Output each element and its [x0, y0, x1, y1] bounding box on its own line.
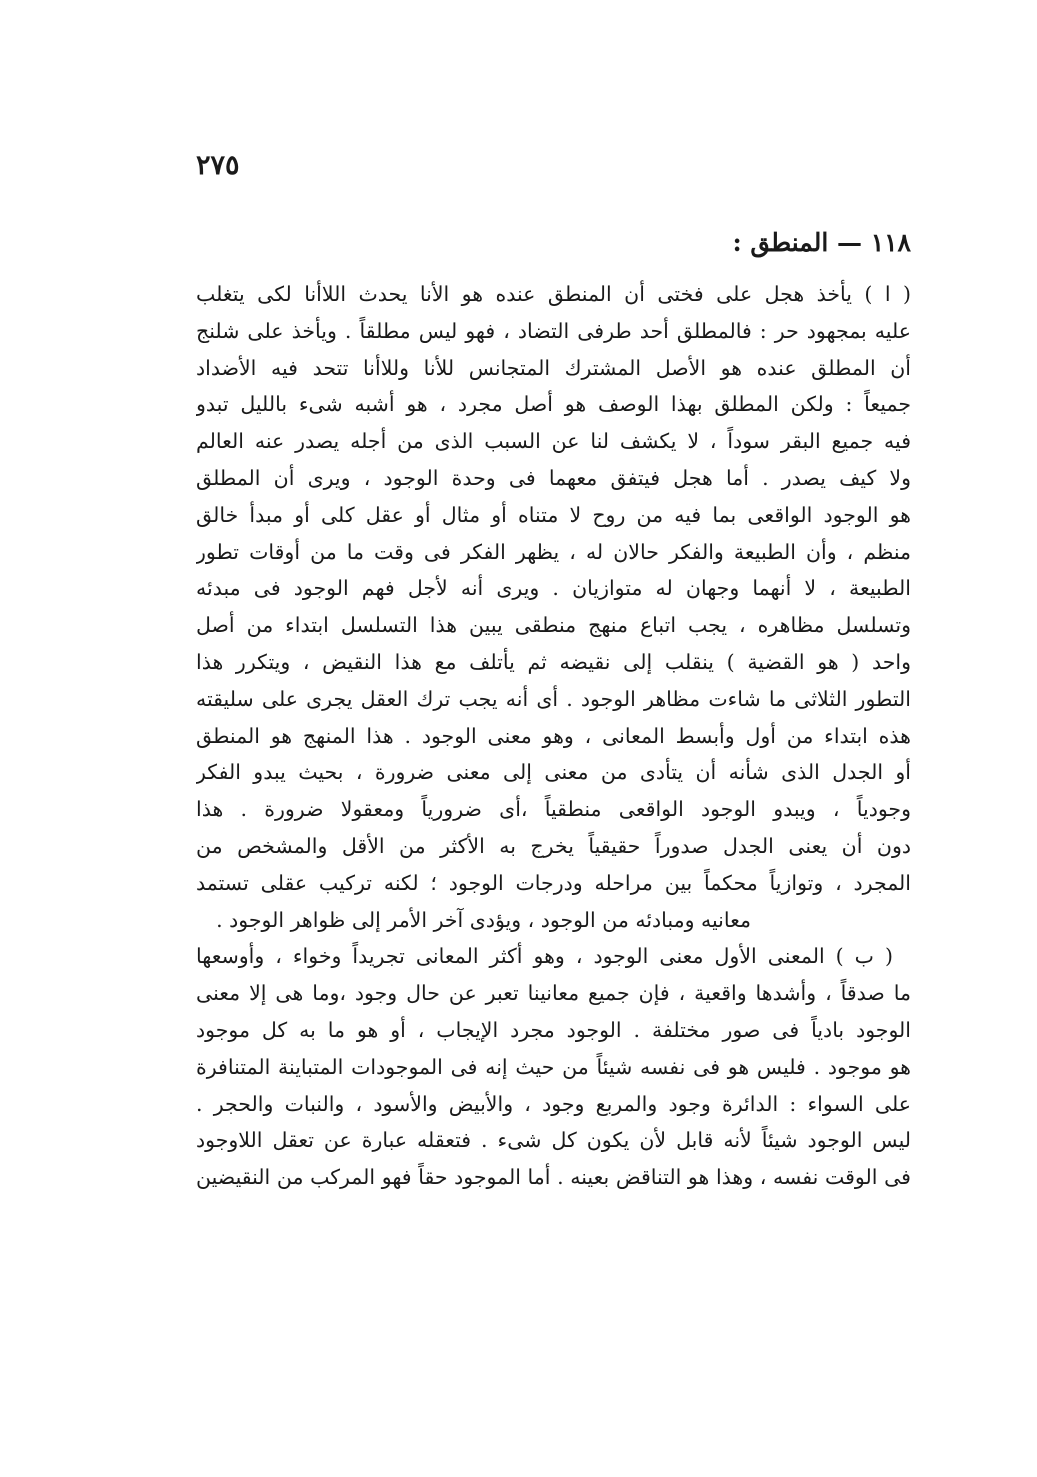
text-line: الوجود بادياً فى صور مختلفة . الوجود مجرد الإيجاب ، أو هو ما به كل موجود — [196, 1017, 911, 1042]
text-line: وجودياً ، ويبدو الوجود الواقعى منطقياً ،أى ضرورياً ومعقولا ضرورة . هذا — [196, 797, 911, 822]
text-line: ( ب ) المعنى الأول معنى الوجود ، وهو أكثر المعانى تجريداً وخواء ، وأوسعها — [196, 944, 893, 969]
text-line-paragraph-end: معانيه ومبادئه من الوجود ، ويؤدى آخر الأمر إلى ظواهر الوجود . — [216, 907, 751, 932]
text-line: أو الجدل الذى شأنه أن يتأدى من معنى إلى معنى ضرورة ، بحيث يبدو الفكر — [196, 760, 911, 785]
text-line: التطور الثلاثى ما شاءت مظاهر الوجود . أى أنه يجب ترك العقل يجرى على سليقته — [196, 686, 911, 711]
text-line: أن المطلق عنده هو الأصل المشترك المتجانس للأنا وللاأنا تتحد فيه الأضداد — [196, 355, 911, 380]
text-line: هو موجود . فليس هو فى نفسه شيئاً من حيث إنه فى الموجودات المتباينة المتنافرة — [196, 1054, 911, 1079]
text-line: ما صدقاً ، وأشدها واقعية ، فإن جميع معانينا تعبر عن حال وجود ،وما هى إلا معنى — [196, 981, 911, 1006]
text-line: عليه بمجهود حر : فالمطلق أحد طرفى التضاد ، فهو ليس مطلقاً . ويأخذ على شلنج — [196, 318, 911, 343]
text-line: هو الوجود الواقعى بما فيه من روح لا متناه أو مثال أو عقل كلى أو مبدأ خالق — [196, 502, 911, 527]
text-line: جميعاً : ولكن المطلق بهذا الوصف هو أصل مجرد ، هو أشبه شىء بالليل تبدو — [196, 392, 911, 417]
text-line: ليس الوجود شيئاً لأنه قابل لأن يكون كل شىء . فتعقله عبارة عن تعقل اللاوجود — [196, 1128, 911, 1153]
text-line: على السواء : الدائرة وجود والمربع وجود ، والأبيض والأسود ، والنبات والحجر . — [196, 1091, 911, 1116]
text-line: فى الوقت نفسه ، وهذا هو التناقض بعينه . أما الموجود حقاً فهو المركب من النقيضين — [196, 1165, 911, 1190]
text-line: وتسلسل مظاهره ، يجب اتباع منهج منطقى يبين هذا التسلسل ابتداء من أصل — [196, 613, 911, 638]
text-line: ولا كيف يصدر . أما هجل فيتفق معهما فى وحدة الوجود ، ويرى أن المطلق — [196, 465, 911, 490]
text-line: فيه جميع البقر سوداً ، لا يكشف لنا عن السبب الذى من أجله يصدر عنه العالم — [196, 429, 911, 454]
text-line: هذه ابتداء من أول وأبسط المعانى ، وهو معنى الوجود . هذا المنهج هو المنطق — [196, 723, 911, 748]
text-line: دون أن يعنى الجدل صدوراً حقيقياً يخرج به الأكثر من الأقل والمشخص من — [196, 833, 911, 858]
text-line: واحد ( هو القضية ) ينقلب إلى نقيضه ثم يأتلف مع هذا النقيض ، ويتكرر هذا — [196, 649, 911, 674]
body-text — [196, 276, 911, 1196]
page-number: ٢٧٥ — [196, 150, 240, 181]
text-line: المجرد ، وتوازياً محكماً بين مراحله ودرجات الوجود ؛ لكنه تركيب عقلى تستمد — [196, 870, 911, 895]
text-line: الطبيعة ، لا أنهما وجهان له متوازيان . ويرى أنه لأجل فهم الوجود فى مبدئه — [196, 576, 911, 601]
text-line: ( ا ) يأخذ هجل على فختى أن المنطق عنده هو الأنا يحدث اللاأنا لكى يتغلب — [196, 282, 911, 306]
section-heading: ١١٨ — المنطق : — [732, 228, 911, 257]
text-line: منظم ، وأن الطبيعة والفكر حالان له ، يظهر الفكر فى وقت ما من أوقات تطور — [196, 539, 911, 564]
